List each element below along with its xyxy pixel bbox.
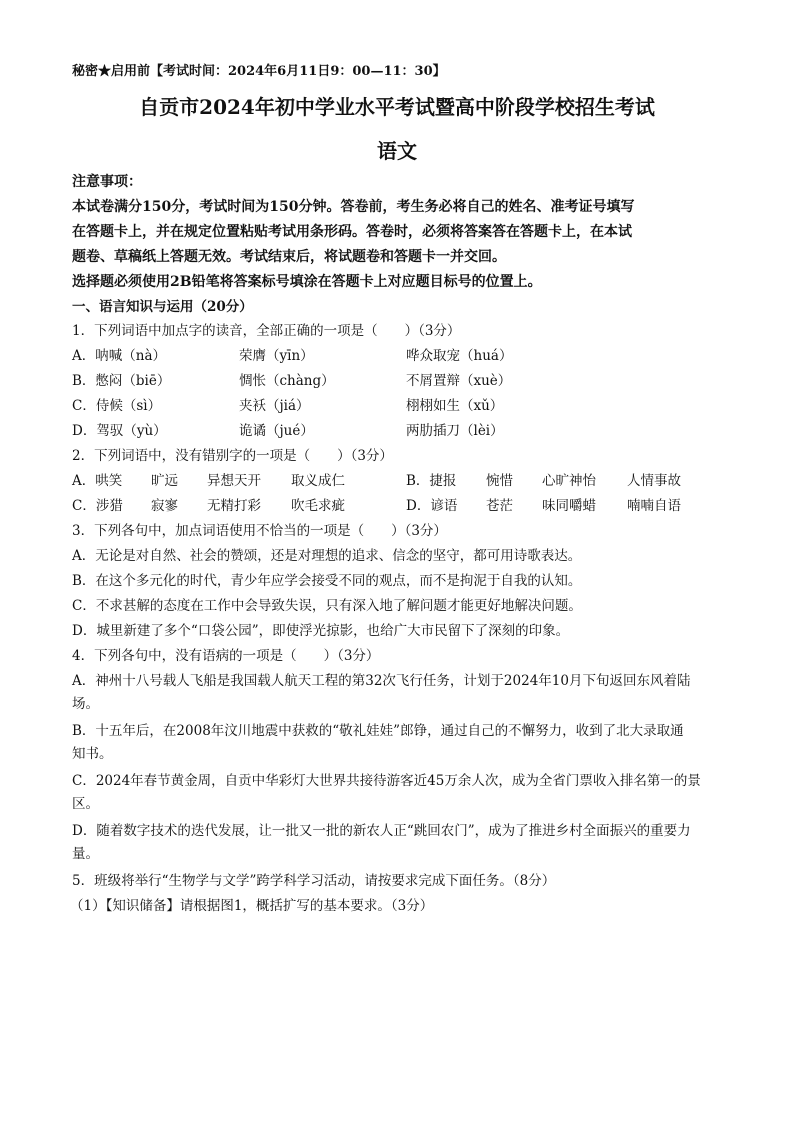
q1-option: C．侍候（sì） — [72, 398, 162, 414]
q1-option: D．驾驭（yù） — [72, 423, 167, 439]
question-3-stem: 3．下列各句中，加点词语使用不恰当的一项是（ ）（3分） — [72, 523, 447, 539]
q1-option-word: 惆怅（chàng） — [239, 373, 335, 389]
q1-option: B．憋闷（biē） — [72, 373, 171, 389]
q4-option: D．随着数字技术的迭代发展，让一批又一批的新农人正“跳回农门”，成为了推进乡村全面振兴的重要力 — [72, 823, 691, 839]
q1-option-word: 荣膺（yīn） — [239, 348, 314, 364]
notice-line: 本试卷满分150分，考试时间为150分钟。答卷前，考生务必将自己的姓名、准考证号填写 — [72, 199, 635, 215]
q2-option: A．哄笑 — [72, 473, 123, 489]
q2-word: 人情事故 — [627, 473, 681, 489]
q2-word: 无精打彩 — [207, 498, 261, 514]
q3-option: A．无论是对自然、社会的赞颂，还是对理想的追求、信念的坚守，都可用诗歌表达。 — [72, 548, 582, 564]
q2-word: 味同嚼蜡 — [542, 498, 596, 514]
q2-option: B．捷报 — [406, 473, 457, 489]
q5-subquestion-1: （1）【知识储备】请根据图1，概括扩写的基本要求。（3分） — [70, 898, 434, 914]
q4-option: C．2024年春节黄金周，自贡中华彩灯大世界共接待游客近45万余人次，成为全省门票收入排名第一的景 — [72, 773, 701, 789]
notice-line: 题卷、草稿纸上答题无效。考试结束后，将试题卷和答题卡一并交回。 — [72, 249, 506, 265]
question-2-stem: 2．下列词语中，没有错别字的一项是（ ）（3分） — [72, 448, 393, 464]
q1-option-word: 夹袄（jiá） — [239, 398, 310, 414]
q1-option-word: 哗众取宠（huá） — [406, 348, 513, 364]
q3-option: D．城里新建了多个“口袋公园”，即使浮光掠影，也给广大市民留下了深刻的印象。 — [72, 623, 570, 639]
q2-word: 喃喃自语 — [627, 498, 681, 514]
q4-option: B．十五年后，在2008年汶川地震中获救的“敬礼娃娃”郎铮，通过自己的不懈努力，收到了北大录取通 — [72, 723, 684, 739]
question-4-stem: 4．下列各句中，没有语病的一项是（ ）（3分） — [72, 648, 380, 664]
q2-option: D．谚语 — [406, 498, 458, 514]
q3-option: C．不求甚解的态度在工作中会导致失误，只有深入地了解问题才能更好地解决问题。 — [72, 598, 582, 614]
q2-word: 惋惜 — [486, 473, 513, 489]
notice-line: 在答题卡上，并在规定位置粘贴考试用条形码。答卷时，必须将答案答在答题卡上，在本试 — [72, 224, 632, 240]
q4-option-cont: 量。 — [72, 846, 99, 862]
q4-option-cont: 区。 — [72, 796, 99, 812]
q2-option: C．涉猎 — [72, 498, 123, 514]
q2-word: 旷远 — [151, 473, 178, 489]
section-heading: 一、语言知识与运用（20分） — [72, 299, 253, 315]
q2-word: 心旷神怡 — [542, 473, 596, 489]
question-5-stem: 5．班级将举行“生物学与文学”跨学科学习活动，请按要求完成下面任务。（8分） — [72, 873, 556, 889]
q2-word: 取义成仁 — [291, 473, 345, 489]
exam-title: 自贡市2024年初中学业水平考试暨高中阶段学校招生考试 — [139, 95, 655, 119]
q1-option: A．呐喊（nà） — [72, 348, 166, 364]
q2-word: 吹毛求疵 — [291, 498, 345, 514]
notice-heading: 注意事项： — [72, 174, 142, 190]
q4-option-cont: 场。 — [72, 696, 99, 712]
q1-option-word: 栩栩如生（xǔ） — [406, 398, 504, 414]
q3-option: B．在这个多元化的时代，青少年应学会接受不同的观点，而不是拘泥于自我的认知。 — [72, 573, 582, 589]
q4-option-cont: 知书。 — [72, 746, 113, 762]
q1-option-word: 不屑置辩（xuè） — [406, 373, 512, 389]
q1-option-word: 诡谲（jué） — [239, 423, 314, 439]
q2-word: 苍茫 — [486, 498, 513, 514]
q2-word: 寂寥 — [151, 498, 178, 514]
subject-title: 语文 — [377, 139, 417, 163]
question-1-stem: 1．下列词语中加点字的读音，全部正确的一项是（ ）（3分） — [72, 323, 461, 339]
q4-option: A．神州十八号载人飞船是我国载人航天工程的第32次飞行任务，计划于2024年10月下旬返回东风着陆 — [72, 673, 691, 689]
q1-option-word: 两肋插刀（lèi） — [406, 423, 504, 439]
notice-line: 选择题必须使用2B铅笔将答案标号填涂在答题卡上对应题目标号的位置上。 — [72, 274, 542, 290]
q2-word: 异想天开 — [207, 473, 261, 489]
confidential-line: 秘密★启用前【考试时间：2024年6月11日9：00—11：30】 — [72, 64, 446, 79]
